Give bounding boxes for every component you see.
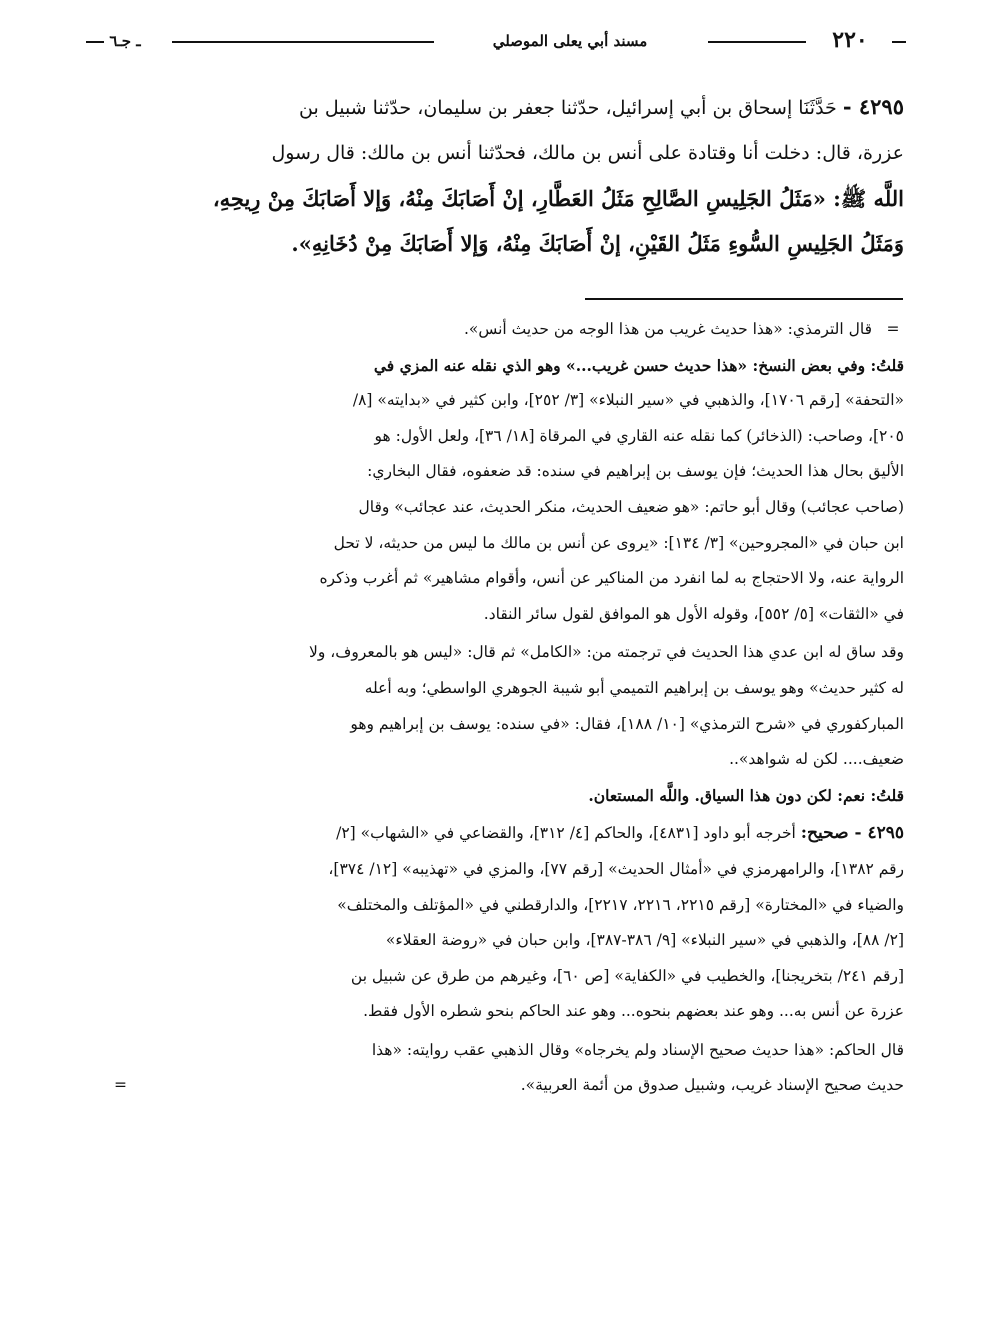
note-line: ضعيف.... لكن له شواهد».. bbox=[729, 750, 904, 769]
page-number: ٢٢٠ bbox=[832, 27, 868, 53]
note-line: =قال الترمذي: «هذا حديث غريب من هذا الوجه من حديث أنس». bbox=[70, 312, 904, 348]
book-volume: ـ جـ٦ bbox=[109, 32, 141, 50]
note-line: ابن حبان في «المجروحين» [٣/ ١٣٤]: «يروى عن أنس بن مالك ما ليس من حديثه، لا تحل bbox=[333, 533, 904, 552]
note-line: الأليق بحال هذا الحديث؛ فإن يوسف بن إبراهيم في سنده: قد ضعفوه، فقال البخاري: bbox=[367, 462, 904, 481]
hakim-paragraph bbox=[70, 1033, 904, 1104]
header-rule bbox=[172, 41, 434, 43]
note-line: «التحفة» [رقم ١٧٠٦]، والذهبي في «سير النبلاء» [٣/ ٢٥٢]، وابن كثير في «بدايته» [٨/ bbox=[352, 391, 904, 410]
header-rule bbox=[708, 41, 806, 43]
note-line: وقد ساق له ابن عدي هذا الحديث في ترجمته من: «الكامل» ثم قال: «ليس هو بالمعروف، ولا bbox=[309, 643, 904, 662]
hadith-line: ٤٢٩٥ - حَدَّثَنَا إسحاق بن أبي إسرائيل، حدّثنا جعفر بن سليمان، حدّثنا شبيل بن bbox=[299, 94, 904, 119]
takhrij-label: ٤٢٩٥ - صحيح: bbox=[800, 823, 904, 844]
header-rule bbox=[86, 41, 104, 43]
commentary-paragraph bbox=[70, 312, 904, 348]
note-line: ٢٠٥]، وصاحب: (الذخائر) كما نقله عنه القاري في المرقاة [١٨/ ٣٦]، ولعل الأول: هو bbox=[374, 426, 904, 445]
hadith-matn-line: اللَّه ﷺ: «مَثَلُ الجَلِيسِ الصَّالِحِ مَثَلُ العَطَّارِ، إنْ أَصَابَكَ مِنْهُ، وَإلا أَصَابَكَ مِنْ رِيحِهِ، bbox=[212, 186, 904, 211]
commentary-paragraph bbox=[70, 635, 904, 813]
note-line: رقم ١٣٨٢]، والرامهرمزي في «أمثال الحديث» [رقم ٧٧]، والمزي في «تهذيبه» [١٢/ ٣٧٤]، bbox=[328, 859, 904, 878]
footnote-separator bbox=[585, 298, 903, 300]
commentary-paragraph bbox=[70, 348, 904, 633]
footnotes bbox=[70, 312, 904, 1104]
end-mark: = bbox=[114, 1076, 127, 1095]
note-line: ٤٢٩٥ - صحيح: أخرجه أبو داود [٤٨٣١]، والحاكم [٤/ ٣١٢]، والقضاعي في «الشهاب» [٢/ bbox=[336, 823, 904, 844]
note-line: المباركفوري في «شرح الترمذي» [١٠/ ١٨٨]، فقال: «في سنده: يوسف بن إبراهيم وهو bbox=[350, 714, 904, 733]
note-line: له كثير حديث» وهو يوسف بن إبراهيم التميمي أبو شيبة الجوهري الواسطي؛ وبه أعله bbox=[364, 678, 904, 697]
note-line: الرواية عنه، ولا الاحتجاج به لما انفرد من المناكير عن أنس، وأقوام مشاهير» ثم أغرب وذكره bbox=[319, 569, 904, 588]
hadith-number: ٤٢٩٥ - bbox=[842, 94, 904, 119]
note-line: والضياء في «المختارة» [رقم ٢٢١٥، ٢٢١٦، ٢٢١٧]، والدارقطني في «المؤتلف والمختلف» bbox=[337, 895, 904, 914]
header-rule bbox=[892, 41, 906, 43]
note-line: [رقم ٢٤١/ بتخريجنا]، والخطيب في «الكفاية» [ص ٦٠]، وغيرهم من طرق عن شبيل بن bbox=[350, 966, 904, 985]
note-line: عزرة عن أنس به... وهو عند بعضهم بنحوه... وهو عند الحاكم بنحو شطره الأول فقط. bbox=[363, 1002, 904, 1021]
note-line: قلتُ: وفي بعض النسخ: «هذا حديث حسن غريب...» وهو الذي نقله عنه المزي في bbox=[373, 355, 904, 375]
note-line: في «الثقات» [٥/ ٥٥٢]، وقوله الأول هو الموافق لقول سائر النقاد. bbox=[483, 604, 904, 623]
running-head bbox=[86, 27, 906, 53]
note-line: [٢/ ٨٨]، والذهبي في «سير النبلاء» [٩/ ٣٨٦-٣٨٧]، وابن حبان في «روضة العقلاء» bbox=[385, 931, 904, 950]
takhrij-paragraph bbox=[70, 816, 904, 1030]
note-line: قال الحاكم: «هذا حديث صحيح الإسناد ولم يخرجاه» وقال الذهبي عقب روايته: «هذا bbox=[371, 1040, 904, 1059]
note-line: قلتُ: نعم: لكن دون هذا السياق. واللَّه المستعان. bbox=[588, 785, 904, 805]
book-title: مسند أبي يعلى الموصلي bbox=[492, 32, 648, 50]
hadith-line: عزرة، قال: دخلت أنا وقتادة على أنس بن مالك، فحدّثنا أنس بن مالك: قال رسول bbox=[271, 142, 904, 164]
hadith-matn-line: وَمَثَلُ الجَلِيسِ السُّوءِ مَثَلُ القَيْنِ، إنْ أَصَابَكَ مِنْهُ، وَإلا أَصَابَكَ مِنْ دُخَانِهِ». bbox=[291, 231, 904, 256]
note-line: (صاحب عجائب) وقال أبو حاتم: «هو ضعيف الحديث، منكر الحديث، عند عجائب» وقال bbox=[358, 497, 904, 516]
note-line: حديث صحيح الإسناد غريب، وشبيل صدوق من أئمة العربية». = bbox=[70, 1068, 904, 1104]
continuation-mark: = bbox=[886, 320, 900, 338]
hadith-text bbox=[70, 84, 904, 266]
